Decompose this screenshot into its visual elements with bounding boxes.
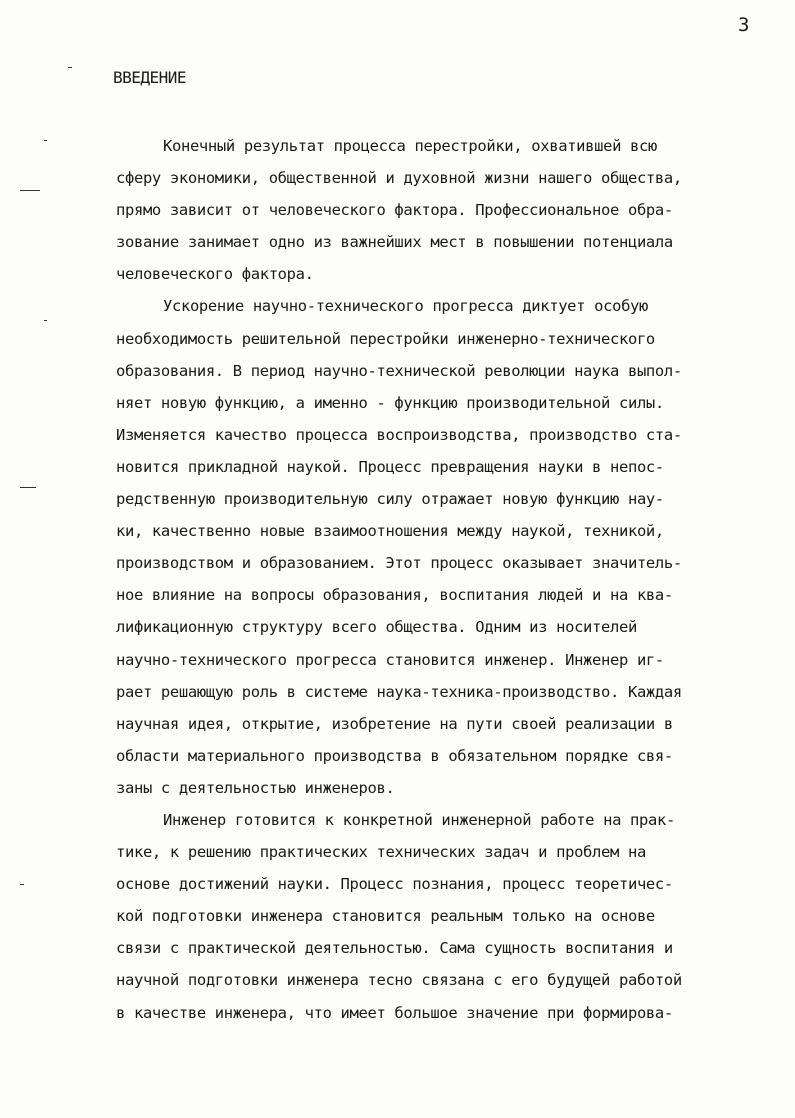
page-number: 3 <box>738 14 750 36</box>
text-line: сферу экономики, общественной и духовной жизни нашего общества, <box>116 169 682 188</box>
text-line: рает решающую роль в системе наука-техника-производство. Каждая <box>116 682 682 701</box>
text-line: няет новую функцию, а именно - функцию производительной силы. <box>116 393 664 412</box>
text-line: образования. В период научно-технической революции наука выпол- <box>116 361 682 380</box>
section-heading: ВВЕДЕНИЕ <box>113 68 187 87</box>
margin-mark <box>44 320 47 321</box>
text-line: кой подготовки инженера становится реальным только на основе <box>116 907 655 926</box>
text-line: Конечный результат процесса перестройки, охватившей всю <box>163 137 657 155</box>
text-line: в качестве инженера, что имеет большое значение при формирова- <box>116 1003 673 1022</box>
margin-mark <box>68 67 72 68</box>
text-line: производством и образованием. Этот процесс оказывает значитель- <box>116 554 682 573</box>
text-line: человеческого фактора. <box>116 265 314 284</box>
text-line: Изменяется качество процесса воспроизводства, производство ста- <box>116 425 682 444</box>
text-line: необходимость решительной перестройки инженерно-технического <box>116 329 655 348</box>
text-line: научная идея, открытие, изобретение на пути своей реализации в <box>116 714 673 733</box>
text-line: новится прикладной наукой. Процесс превращения науки в непос- <box>116 457 664 476</box>
text-line: Инженер готовится к конкретной инженерной работе на прак- <box>163 810 675 829</box>
text-line: редственную производительную силу отражает новую функцию нау- <box>116 490 664 509</box>
margin-mark <box>20 190 40 191</box>
margin-mark <box>44 140 47 141</box>
margin-mark <box>20 884 24 885</box>
text-line: прямо зависит от человеческого фактора. Профессиональное обра- <box>116 201 673 220</box>
text-line: ное влияние на вопросы образования, воспитания людей и на ква- <box>116 586 673 605</box>
margin-mark <box>20 487 36 488</box>
text-line: зование занимает одно из важнейших мест в повышении потенциала <box>116 233 673 252</box>
text-line: основе достижений науки. Процесс познания, процесс теоретичес- <box>116 875 673 894</box>
text-line: научно-технического прогресса становится инженер. Инженер иг- <box>116 650 664 669</box>
text-line: лификационную структуру всего общества. Одним из носителей <box>116 618 637 637</box>
text-line: области материального производства в обязательном порядке свя- <box>116 746 673 765</box>
text-line: заны с деятельностью инженеров. <box>116 778 395 797</box>
text-line: научной подготовки инженера тесно связана с его будущей работой <box>116 971 682 990</box>
text-line: ки, качественно новые взаимоотношения между наукой, техникой, <box>116 522 664 541</box>
text-line: тике, к решению практических технических задач и проблем на <box>116 843 646 862</box>
text-line: Ускорение научно-технического прогресса диктует особую <box>163 297 649 316</box>
text-line: связи с практической деятельностью. Сама сущность воспитания и <box>116 939 673 958</box>
body-text <box>116 130 736 1029</box>
